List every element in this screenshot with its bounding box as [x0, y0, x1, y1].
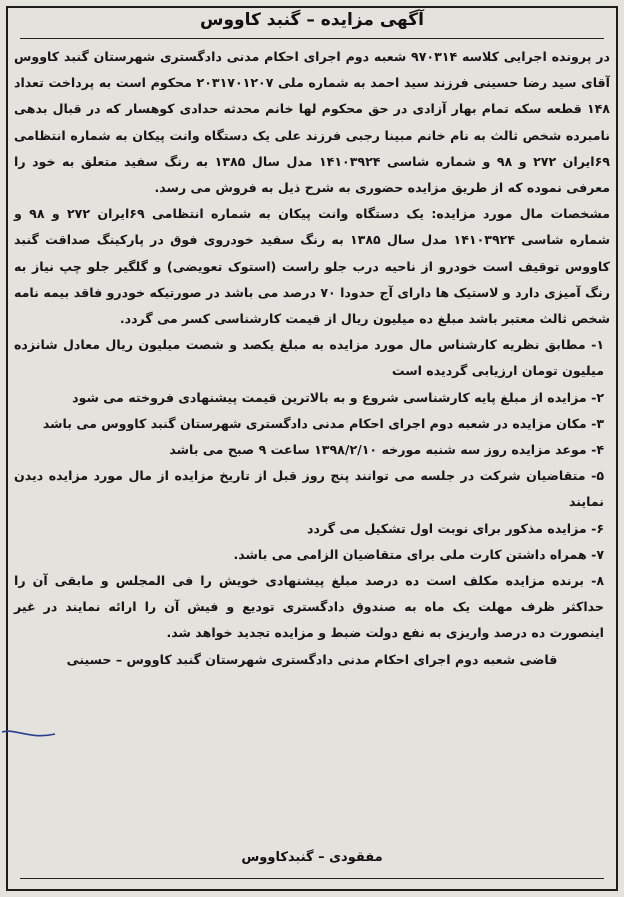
footer-heading: مفقودی – گنبدکاووس: [241, 850, 383, 865]
notice-item: ۷- همراه داشتن کارت ملی برای متقاضیان الزامی می باشد.: [233, 546, 604, 562]
judge-signature: قاضی شعبه دوم اجرای احکام مدنی دادگستری شهرستان گنبد کاووس – حسینی: [66, 651, 558, 667]
notice-item: ۵- متقاضیان شرکت در جلسه می توانند پنج روز قبل از تاریخ مزایده از مال مورد مزایده دیدن نمایند: [14, 468, 604, 510]
notice-item: ۴- موعد مزایده روز سه شنبه مورخه ۱۳۹۸/۲/۱۰ ساعت ۹ صبح می باشد: [169, 442, 604, 458]
notice-item: ۱- مطابق نظریه کارشناس مال مورد مزایده به مبلغ یکصد و شصت میلیون ریال معادل شانزده میلیون تومان ارزیابی گردیده است: [14, 337, 604, 379]
footer-divider: [20, 878, 604, 879]
notice-item: ۳- مکان مزایده در شعبه دوم اجرای احکام مدنی دادگستری شهرستان گنبد کاووس می باشد: [42, 415, 604, 431]
notice-intro: در پرونده اجرایی کلاسه ۹۷۰۳۱۴ شعبه دوم اجرای احکام مدنی دادگستری شهرستان گنبد کاووس آقای سید رضا حسینی فرزند سید احمد به شماره ملی ۲۰۳۱۷۰۱۲۰۷ محکوم است به پرداخت تعداد ۱۴۸ قطعه سکه تمام بهار آزادی در حق محکوم لها خانم محدثه حدادی کوهسار که در قبال بدهی نامبرده شخص ثالث به نام خانم مبینا رجبی فرزند علی یک دستگاه وانت پیکان به شماره انتظامی ۶۹ایران ۲۷۲ و ۹۸ و شماره شاسی ۱۴۱۰۳۹۲۴ مدل سال ۱۳۸۵ به رنگ سفید متعلق به خود را معرفی نموده که از طریق مزایده حضوری به شرح ذیل به فروش می رسد.: [14, 49, 610, 196]
notice-specs: مشخصات مال مورد مزایده: یک دستگاه وانت پیکان به شماره انتظامی ۶۹ایران ۲۷۲ و ۹۸ و شماره شاسی ۱۴۱۰۳۹۲۴ مدل سال ۱۳۸۵ به رنگ سفید خودروی فوق در پارکینگ صداقت گنبد کاووس توقیف است خودرو از ناحیه درب جلو راست (استوک تعویضی) و گلگیر جلو چپ نیاز به رنگ آمیزی دارد و لاستیک ها دارای آج حدودا ۷۰ درصد می باشد در صورتیکه خودرو فاقد بیمه نامه شخص ثالث معتبر باشد مبلغ ده میلیون ریال از قیمت کارشناسی کسر می گردد.: [14, 206, 610, 327]
notice-item: ۸- برنده مزایده مکلف است ده درصد مبلغ پیشنهادی خویش را فی المجلس و مابقی آن را حداکثر ظرف مهلت یک ماه به صندوق دادگستری تودیع و فیش آن را ارائه نمایند در غیر اینصورت ده درصد واریزی به نفع دولت ضبط و مزایده تجدید خواهد شد.: [14, 573, 604, 641]
notice-item: ۶- مزایده مذکور برای نوبت اول تشکیل می گردد: [307, 520, 604, 536]
pen-mark-icon: [0, 710, 60, 750]
notice-item: ۲- مزایده از مبلغ پایه کارشناسی شروع و به بالاترین قیمت پیشنهادی فروخته می شود: [72, 389, 604, 405]
notice-title: آگهی مزایده – گنبد کاووس: [200, 10, 424, 30]
notice-body: [14, 44, 610, 673]
title-divider: [20, 38, 604, 39]
